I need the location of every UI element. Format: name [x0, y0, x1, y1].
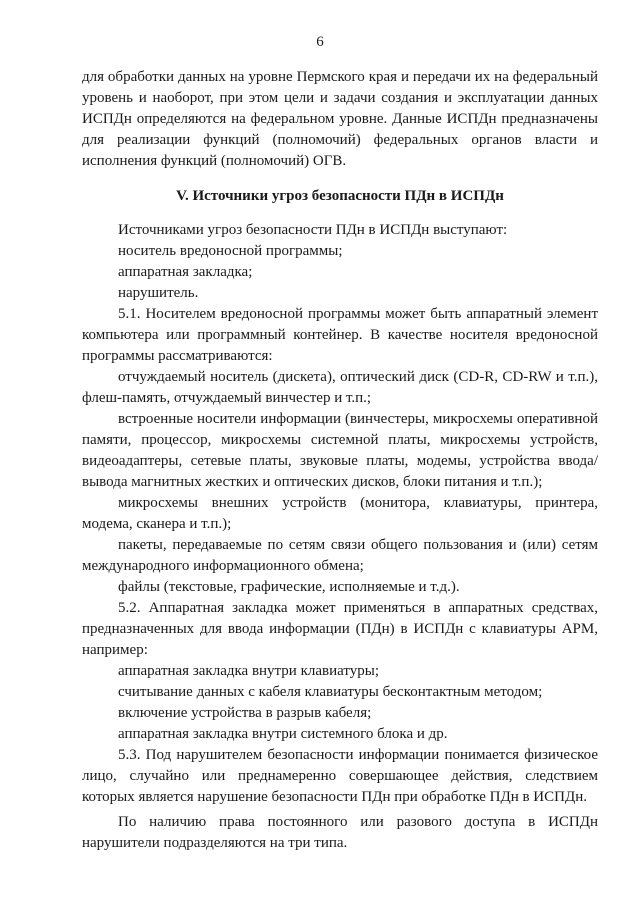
list-item: пакеты, передаваемые по сетям связи общего пользования и (или) сетям международного информационного обмена;	[82, 537, 598, 574]
paragraph-violator-types: По наличию права постоянного или разового доступа в ИСПДн нарушители подразделяются на три типа.	[82, 814, 598, 851]
list-item: носитель вредоносной программы;	[118, 243, 343, 259]
section-heading: V. Источники угроз безопасности ПДн в ИСПДн	[176, 188, 504, 204]
document-body	[82, 67, 598, 854]
list-item: нарушитель.	[118, 285, 199, 301]
list-item: встроенные носители информации (винчестеры, микросхемы оперативной памяти, процессор, микросхемы системной платы, микросхемы устройств, видеоадаптеры, сетевые платы, звуковые платы, модемы, устройства ввода/вывода магнитных жестких и оптических дисков, блоки питания и т.п.);	[82, 411, 598, 490]
paragraph-intro: для обработки данных на уровне Пермского края и передачи их на федеральный уровень и наоборот, при этом цели и задачи создания и эксплуатации данных ИСПДн определяются на федеральном уровне. Данные ИСПДн предназначены для реализации функций (полномочий) федеральных органов власти и исполнения функций (полномочий) ОГВ.	[82, 69, 598, 169]
list-item: отчуждаемый носитель (дискета), оптический диск (CD-R, CD-RW и т.п.), флеш-память, отчуждаемый винчестер и т.п.;	[82, 369, 598, 406]
list-item: аппаратная закладка внутри клавиатуры;	[118, 663, 379, 679]
paragraph-sources-intro: Источниками угроз безопасности ПДн в ИСПДн выступают:	[118, 222, 508, 238]
list-item: аппаратная закладка;	[118, 264, 253, 280]
list-item: файлы (текстовые, графические, исполняемые и т.д.).	[118, 579, 460, 595]
list-item: считывание данных с кабеля клавиатуры бесконтактным методом;	[118, 684, 543, 700]
paragraph-5-1: 5.1. Носителем вредоносной программы может быть аппаратный элемент компьютера или программный контейнер. В качестве носителя вредоносной программы рассматриваются:	[82, 306, 598, 364]
list-item: аппаратная закладка внутри системного блока и др.	[118, 726, 448, 742]
paragraph-5-3: 5.3. Под нарушителем безопасности информации понимается физическое лицо, случайно или преднамеренно совершающее действия, следствием которых является нарушение безопасности ПДн при обработке ПДн в ИСПДн.	[82, 747, 598, 805]
page-number: 6	[316, 34, 324, 50]
list-item: микросхемы внешних устройств (монитора, клавиатуры, принтера, модема, сканера и т.п.);	[82, 495, 598, 532]
list-item: включение устройства в разрыв кабеля;	[118, 705, 372, 721]
paragraph-5-2: 5.2. Аппаратная закладка может применяться в аппаратных средствах, предназначенных для ввода информации (ПДн) в ИСПДн с клавиатуры АРМ, например:	[82, 600, 598, 658]
